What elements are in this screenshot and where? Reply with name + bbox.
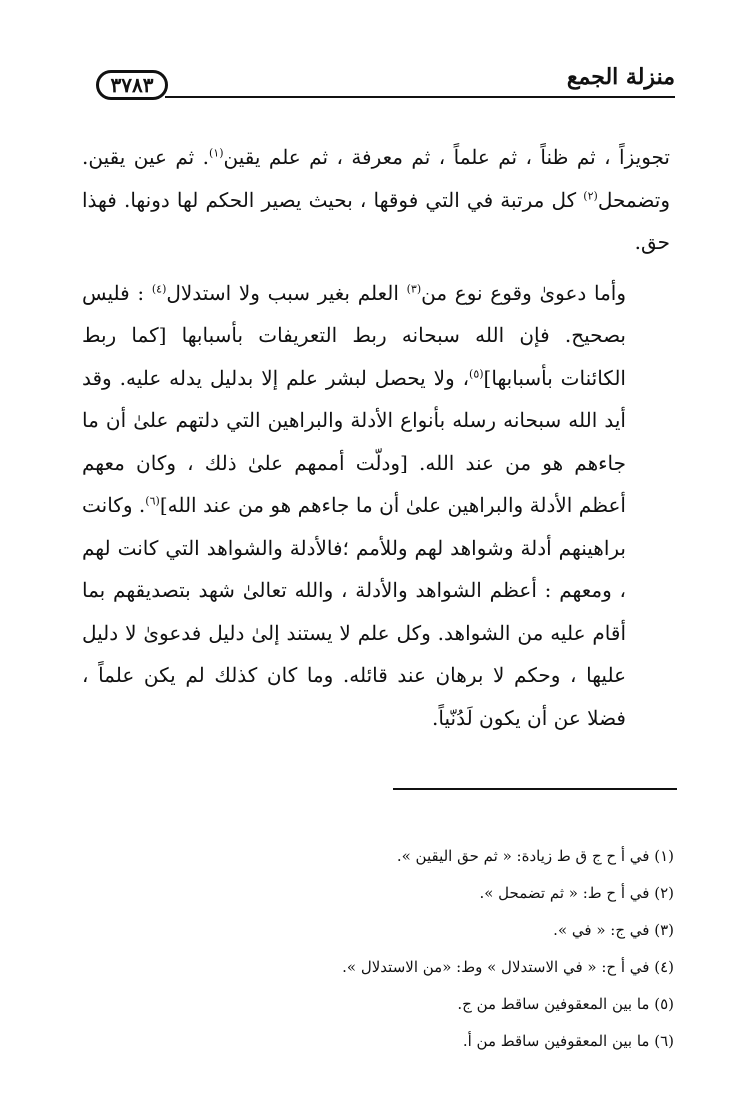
footnote-3: (٣) في ج: « في ». xyxy=(553,921,674,939)
footnote-separator xyxy=(393,788,677,790)
main-text xyxy=(82,136,670,739)
footnote-4: (٤) في أ ح: « في الاستدلال » وط: «من الاستدلال ». xyxy=(342,958,674,976)
footnotes xyxy=(78,838,674,1060)
paragraph-2-text-d: ، ولا يحصل لبشر علم إلا بدليل يدله عليه. وقد أيد الله سبحانه رسله بأنواع الأدلة والبراهين التي دلتهم علىٰ أن ما جاءهم هو من عند الله. [ودلّت أممهم علىٰ ذلك ، وكان معهم أعظم الأدلة والبراهين علىٰ أن ما جاءهم هو من عند الله] xyxy=(82,365,626,517)
footnote-ref-3: (٣) xyxy=(406,281,422,295)
paragraph-2-text-b: العلم بغير سبب ولا استدلال xyxy=(166,280,407,305)
paragraph-2-text-c: : فليس بصحيح. فإن الله سبحانه ربط التعريفات بأسبابها [كما ربط الكائنات بأسبابها] xyxy=(82,280,626,390)
paragraph-1 xyxy=(82,136,670,264)
footnote-ref-5: (٥) xyxy=(469,366,484,380)
footnote-ref-1: (١) xyxy=(209,146,224,160)
paragraph-1-text-a: تجويزاً ، ثم ظناً ، ثم علماً ، ثم معرفة ، ثم علم يقين xyxy=(223,145,671,169)
footnote-ref-4: (٤) xyxy=(151,281,167,295)
paragraph-2 xyxy=(82,272,670,740)
header-rule xyxy=(165,96,675,98)
footnote-ref-6: (٦) xyxy=(145,494,160,508)
footnote-1: (١) في أ ح ج ق ط زيادة: « ثم حق اليقين ». xyxy=(396,847,674,865)
paragraph-1-text-b: . ثم عين يقين. وتضمحل xyxy=(82,145,670,212)
footnote-2: (٢) في أ ح ط: « ثم تضمحل ». xyxy=(479,884,674,902)
footnote-5: (٥) ما بين المعقوفين ساقط من ج. xyxy=(457,995,674,1013)
paragraph-1-text-c: كل مرتبة في التي فوقها ، بحيث يصير الحكم لها دونها. فهذا حق. xyxy=(82,187,670,254)
page-number: ٣٧٨٣ xyxy=(96,70,168,100)
paragraph-2-text-e: . وكانت براهينهم أدلة وشواهد لهم وللأمم ؛فالأدلة والشواهد التي كانت لهم ، ومعهم : أعظم الشواهد والأدلة ، والله تعالىٰ شهد بتصديقهم بما أقام عليه من الشواهد. وكل علم لا يستند إلىٰ دليل فدعوىٰ لا دليل عليها ، وحكم لا برهان عند قائله. وما كان كذلك لم يكن علماً ، فضلا عن أن يكون لَدُنّياً. xyxy=(82,493,626,730)
running-header-title: منزلة الجمع xyxy=(566,64,675,90)
paragraph-2-text-a: وأما دعوىٰ وقوع نوع من xyxy=(421,280,627,305)
footnote-ref-2: (٢) xyxy=(583,188,598,202)
footnote-6: (٦) ما بين المعقوفين ساقط من أ. xyxy=(462,1032,674,1050)
